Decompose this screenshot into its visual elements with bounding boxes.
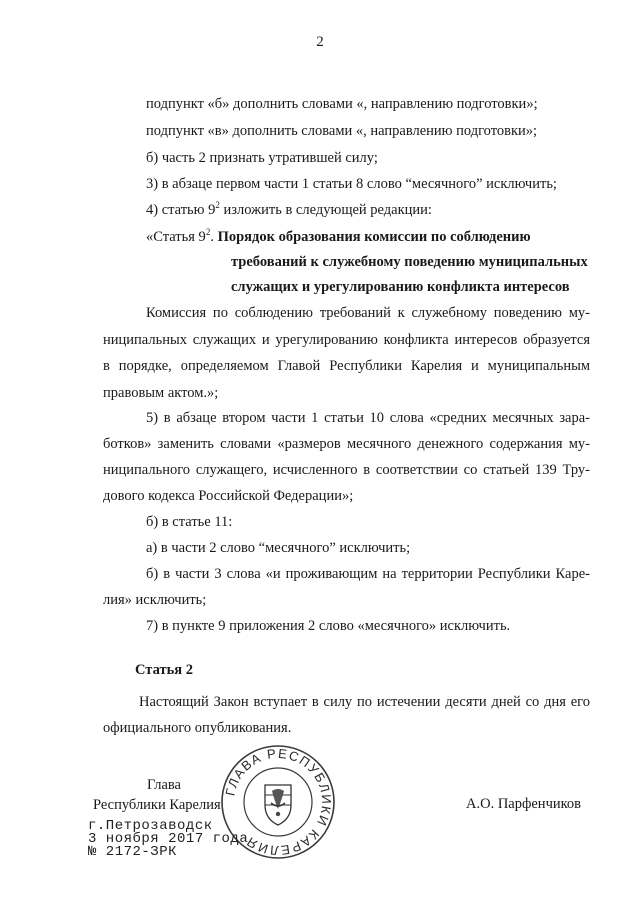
article-9-2-heading-line-1 <box>146 228 531 246</box>
amendment-line-4: 3) в абзаце первом части 1 статьи 8 слово “месячного” исключить; <box>146 176 557 192</box>
article-9-2-superscript: 2 <box>205 227 211 237</box>
item5-line-2: ботков» заменить словами «размеров месячного денежного содержания му- <box>103 436 590 452</box>
commission-paragraph-line-3: в порядке, определяемом Главой Республики Карелия и муниципальным <box>103 358 590 374</box>
article-9-2-title-part-1: Порядок образования комиссии по соблюдению <box>217 229 531 245</box>
commission-paragraph-line-2: ниципальных служащих и урегулированию конфликта интересов образуется <box>103 332 590 348</box>
item5-line-1: 5) в абзаце втором части 1 статьи 10 слова «средних месячных зара- <box>146 410 590 426</box>
commission-paragraph-line-4: правовым актом.»; <box>103 385 219 401</box>
item5-line-3: ниципального служащего, исчисленного в соответствии со статьей 139 Тру- <box>103 462 590 478</box>
article-2-text-line-1: Настоящий Закон вступает в силу по истечении десяти дней со дня его <box>139 694 590 710</box>
stamp-city: г.Петрозаводск <box>88 818 213 834</box>
item7: 7) в пункте 9 приложения 2 слово «месячного» исключить. <box>146 618 511 634</box>
item4-prefix: 4) статью 9 <box>146 202 216 218</box>
item5-line-4: дового кодекса Российской Федерации»; <box>103 488 354 504</box>
article-9-2-prefix: «Статья 9 <box>146 229 206 245</box>
stamp-number: № 2172-ЗРК <box>88 844 178 860</box>
signatory-title-line-2: Республики Карелия <box>93 797 221 813</box>
item6-b-line-1: б) в части 3 слова «и проживающим на территории Республики Каре- <box>146 566 590 582</box>
amendment-line-1: подпункт «б» дополнить словами «, направлению подготовки»; <box>146 96 538 112</box>
item6-b-line-2: лия» исключить; <box>103 592 207 608</box>
seal-text: ГЛАВА РЕСПУБЛИКИ КАРЕЛИЯ <box>222 745 335 859</box>
item6-a: а) в части 2 слово “месячного” исключить; <box>146 540 411 556</box>
amendment-line-2: подпункт «в» дополнить словами «, направлению подготовки»; <box>146 123 538 139</box>
commission-paragraph-line-1: Комиссия по соблюдению требований к служебному поведению му- <box>146 305 590 321</box>
page-number: 2 <box>316 34 324 50</box>
article-9-2-title-part-2: требований к служебному поведению муниципальных <box>231 254 588 270</box>
article-9-2-title-part-3: служащих и урегулированию конфликта интересов <box>231 279 570 295</box>
stamp-date: 3 ноября 2017 года <box>88 831 249 847</box>
amendment-line-3: б) часть 2 признать утратившей силу; <box>146 150 378 166</box>
signatory-title-line-1: Глава <box>146 777 181 793</box>
signatory-name: А.О. Парфенчиков <box>466 796 582 812</box>
amendment-item-4 <box>146 201 432 219</box>
article-9-2-dot: . <box>210 229 218 245</box>
item6: б) в статье 11: <box>146 514 233 530</box>
item4-superscript: 2 <box>215 200 220 210</box>
article-2-heading: Статья 2 <box>135 662 193 678</box>
article-2-text-line-2: официального опубликования. <box>103 720 292 736</box>
item4-suffix: изложить в следующей редакции: <box>219 202 432 218</box>
coat-of-arms-icon <box>265 785 291 825</box>
